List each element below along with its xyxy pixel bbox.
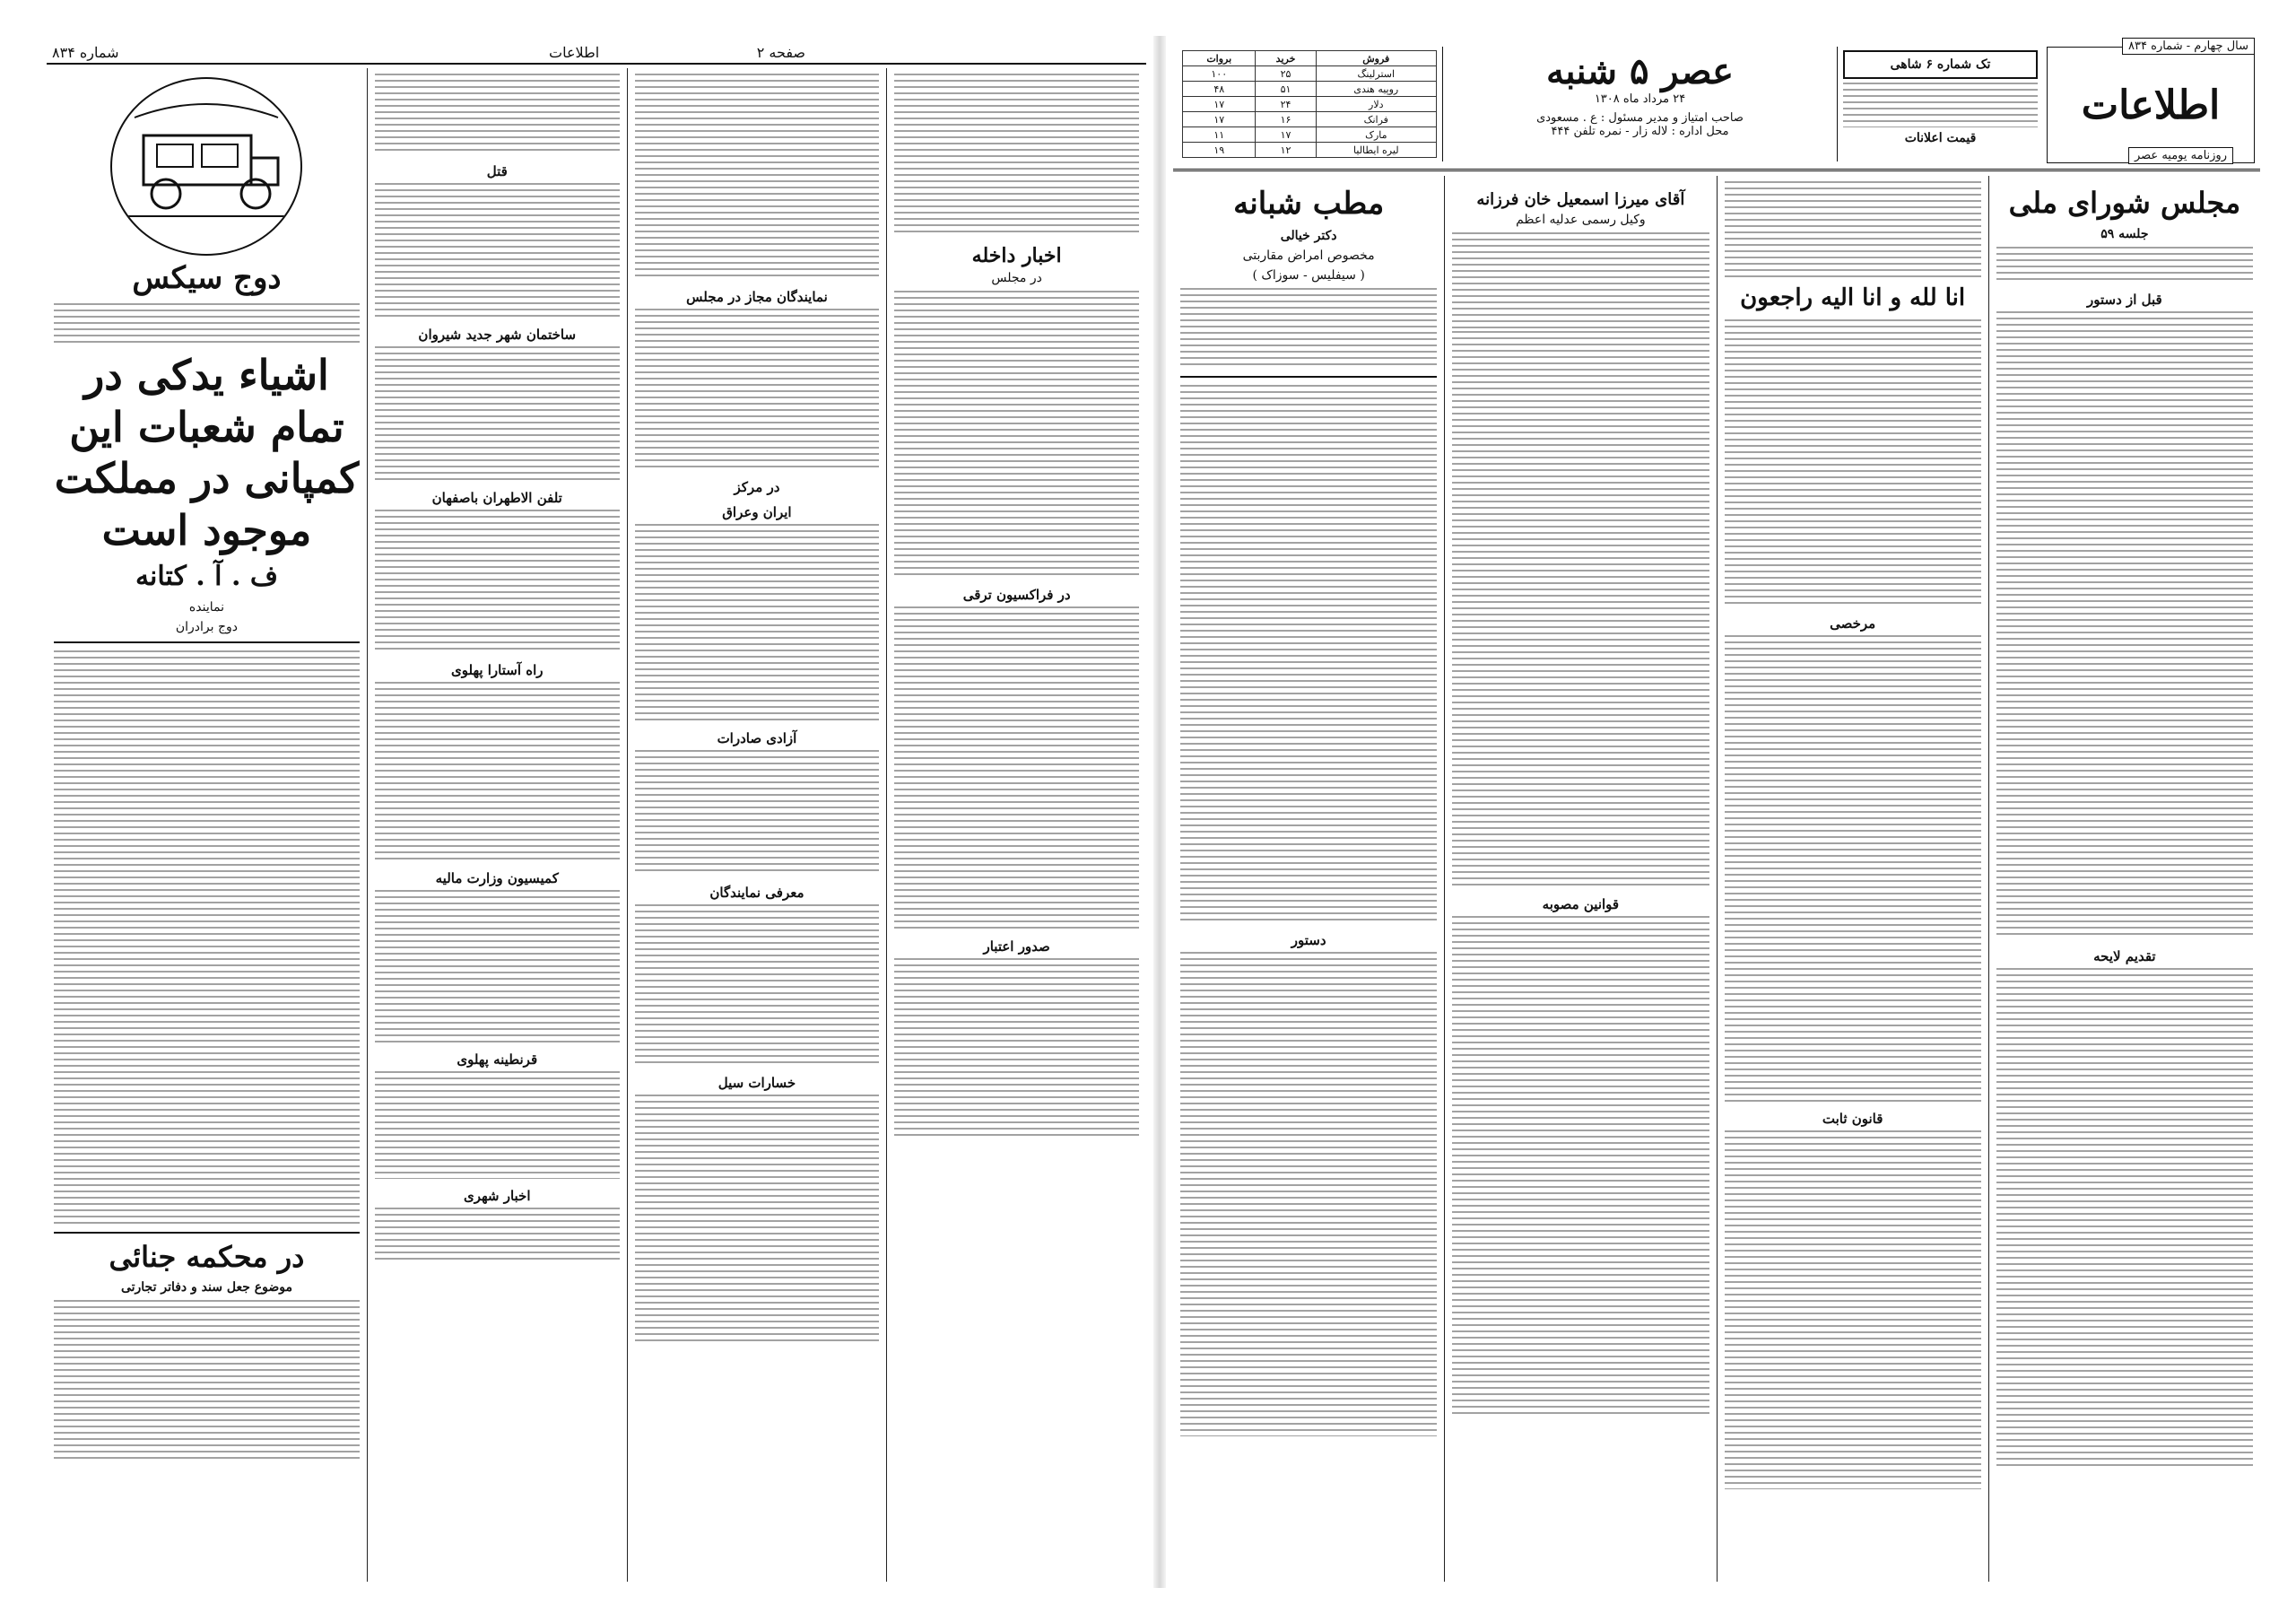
text-block	[1725, 181, 1981, 280]
text-block	[894, 958, 1139, 1138]
text-block	[54, 1300, 360, 1461]
lawyer-title: آقای میرزا اسمعیل خان فرزانه	[1476, 190, 1685, 209]
fx-cell: مارک	[1316, 127, 1436, 143]
fx-cell: ۲۵	[1256, 66, 1316, 82]
fx-row	[1183, 82, 1437, 97]
column-1	[886, 68, 1146, 1582]
text-block	[375, 1071, 620, 1179]
court-title: در محکمه جنائی	[109, 1239, 305, 1274]
day-label: عصر ۵ شنبه	[1545, 50, 1735, 92]
col-head: ساختمان شهر جدید شیروان	[418, 327, 577, 343]
text-block	[1452, 331, 1709, 887]
col-head: کمیسیون وزارت مالیه	[435, 870, 559, 886]
clinic-spec: مخصوص امراض مقاربتی	[1242, 249, 1375, 264]
ad-agent-sub: نماینده	[188, 599, 224, 615]
year-issue: سال چهارم - شماره ۸۳۴	[2122, 38, 2255, 55]
fx-cell: ۱۶	[1256, 112, 1316, 127]
office-line: محل اداره : لاله زار - نمره تلفن ۴۴۴	[1551, 125, 1729, 138]
section-name: اطلاعات	[549, 44, 600, 61]
text-block	[635, 74, 880, 280]
text-block	[1843, 83, 2038, 127]
col-head: خسارات سیل	[718, 1075, 796, 1091]
fx-cell: لیره ایطالیا	[1316, 143, 1436, 158]
column-4-ad	[47, 68, 367, 1582]
text-block	[635, 524, 880, 721]
date-line: ۲۴ مرداد ماه ۱۳۰۸	[1594, 92, 1686, 106]
fx-cell: دلار	[1316, 97, 1436, 112]
text-block	[1996, 968, 2253, 1470]
law-head: تقدیم لایحه	[2093, 947, 2156, 964]
paper-logo	[2047, 47, 2255, 163]
right-page-columns	[1173, 176, 2260, 1582]
masthead	[1173, 39, 2260, 171]
text-block	[54, 303, 360, 346]
r-column-4	[1173, 176, 1444, 1582]
text-block	[894, 606, 1139, 929]
fx-header: بروات	[1183, 51, 1256, 66]
col-head: تلفن الاطهران باصفهان	[431, 490, 562, 506]
fx-row	[1183, 127, 1437, 143]
left-page-header	[47, 43, 1146, 65]
r-column-2	[1717, 176, 1988, 1582]
text-block	[635, 1095, 880, 1346]
fx-cell: ۵۱	[1256, 82, 1316, 97]
fx-cell: ۱۱	[1183, 127, 1256, 143]
col-head: راه آستارا پهلوی	[450, 662, 544, 678]
text-block	[1725, 319, 1981, 606]
fx-header: خرید	[1256, 51, 1316, 66]
fx-header: فروش	[1316, 51, 1436, 66]
text-block	[635, 750, 880, 876]
fx-row	[1183, 143, 1437, 158]
issue-number: شماره ۸۳۴	[52, 44, 119, 61]
car-icon	[117, 100, 296, 234]
col-head: قتل	[486, 163, 508, 179]
majlis-news-title: اخبار داخله	[971, 244, 1062, 267]
majlis-title: مجلس شورای ملی	[2008, 186, 2241, 220]
text-block	[1996, 311, 2253, 939]
col-head: در مرکز	[734, 479, 780, 495]
text-block	[1725, 1130, 1981, 1489]
text-block	[1452, 916, 1709, 1418]
court-sub: موضوع جعل سند و دفاتر تجارتی	[120, 1280, 292, 1295]
column-2	[627, 68, 887, 1582]
fx-cell: ۲۴	[1256, 97, 1316, 112]
page-fold	[1153, 36, 1166, 1588]
text-block	[375, 510, 620, 653]
text-block	[375, 1208, 620, 1261]
daily-label: روزنامه یومیه عصر	[2128, 147, 2233, 164]
law-head: دستور	[1291, 932, 1326, 949]
clinic-sub: ( سیفلیس - سوزاک )	[1252, 268, 1365, 283]
fx-table	[1182, 50, 1437, 158]
law-head: قانون ثابت	[1822, 1110, 1883, 1127]
col-head: معرفی نمایندگان	[709, 885, 804, 901]
r-column-1	[1988, 176, 2260, 1582]
law-head: مرخصی	[1830, 615, 1876, 632]
ad-title: دوج سیکس	[132, 260, 282, 296]
fx-cell: ۱۰۰	[1183, 66, 1256, 82]
issue-info	[1442, 47, 1837, 161]
fx-cell: ۱۷	[1183, 112, 1256, 127]
column-3	[367, 68, 627, 1582]
col-head: در فراکسیون ترقی	[962, 587, 1071, 603]
right-newspaper-page	[1173, 39, 2260, 1582]
text-block	[375, 890, 620, 1042]
left-page-columns	[47, 68, 1146, 1582]
owner-line: صاحب امتیاز و مدیر مسئول : ع . مسعودی	[1536, 111, 1744, 125]
clinic-doctor: دکتر خیالی	[1280, 229, 1337, 244]
text-block	[1180, 385, 1437, 923]
single-price: تک شماره ۶ شاهی	[1843, 50, 2038, 79]
text-block	[635, 904, 880, 1066]
fx-row	[1183, 97, 1437, 112]
text-block	[894, 74, 1139, 235]
fx-cell: ۱۹	[1183, 143, 1256, 158]
fx-rates	[1177, 47, 1442, 161]
text-block	[375, 682, 620, 861]
ad-brand: دوج برادران	[175, 619, 239, 634]
page-number: صفحه ۲	[756, 44, 805, 61]
paper-name: اطلاعات	[2081, 82, 2221, 128]
text-block	[1996, 247, 2253, 283]
text-block	[635, 309, 880, 470]
text-block	[375, 74, 620, 154]
left-newspaper-page	[47, 43, 1146, 1582]
text-block	[1452, 232, 1709, 331]
col-head: آزادی صادرات	[717, 730, 797, 746]
text-block	[375, 183, 620, 318]
fx-cell: فرانک	[1316, 112, 1436, 127]
fx-cell: استرلینگ	[1316, 66, 1436, 82]
text-block	[1180, 952, 1437, 1436]
col-head: صدور اعتبار	[983, 938, 1050, 955]
law-head: قبل از دستور	[2087, 291, 2162, 308]
ad-price-label: قیمت اعلانات	[1904, 131, 1977, 145]
ad-headline: اشیاء یدکی در تمام شعبات این کمپانی در مملکت موجود است	[54, 351, 360, 554]
col-head: نمایندگان مجاز در مجلس	[686, 289, 828, 305]
fx-row	[1183, 112, 1437, 127]
ad-agent: ف . آ . کتانه	[135, 561, 278, 593]
col-head: اخبار شهری	[463, 1188, 531, 1204]
fx-row	[1183, 66, 1437, 82]
fx-cell: ۱۲	[1256, 143, 1316, 158]
majlis-news-sub: در مجلس	[991, 271, 1042, 285]
text-block	[1725, 635, 1981, 1102]
price-box	[1837, 47, 2043, 161]
condolence-title: انا لله و انا الیه راجعون	[1740, 284, 1966, 311]
text-block	[1180, 288, 1437, 369]
law-head: قوانین مصوبه	[1542, 896, 1620, 912]
col-head: قرنطینه پهلوی	[457, 1051, 538, 1068]
car-illustration	[110, 77, 302, 256]
clinic-title: مطب شبانه	[1233, 186, 1385, 222]
fx-cell: ۱۷	[1183, 97, 1256, 112]
r-column-3	[1444, 176, 1716, 1582]
text-block	[894, 291, 1139, 578]
text-block	[54, 650, 360, 1225]
text-block	[375, 346, 620, 481]
lawyer-sub: وکیل رسمی عدلیه اعظم	[1516, 213, 1646, 227]
majlis-session: جلسه ۵۹	[2100, 226, 2149, 241]
col-head: ایران وعراق	[722, 504, 792, 520]
fx-cell: ۴۸	[1183, 82, 1256, 97]
fx-cell: ۱۷	[1256, 127, 1316, 143]
fx-cell: روپیه هندی	[1316, 82, 1436, 97]
